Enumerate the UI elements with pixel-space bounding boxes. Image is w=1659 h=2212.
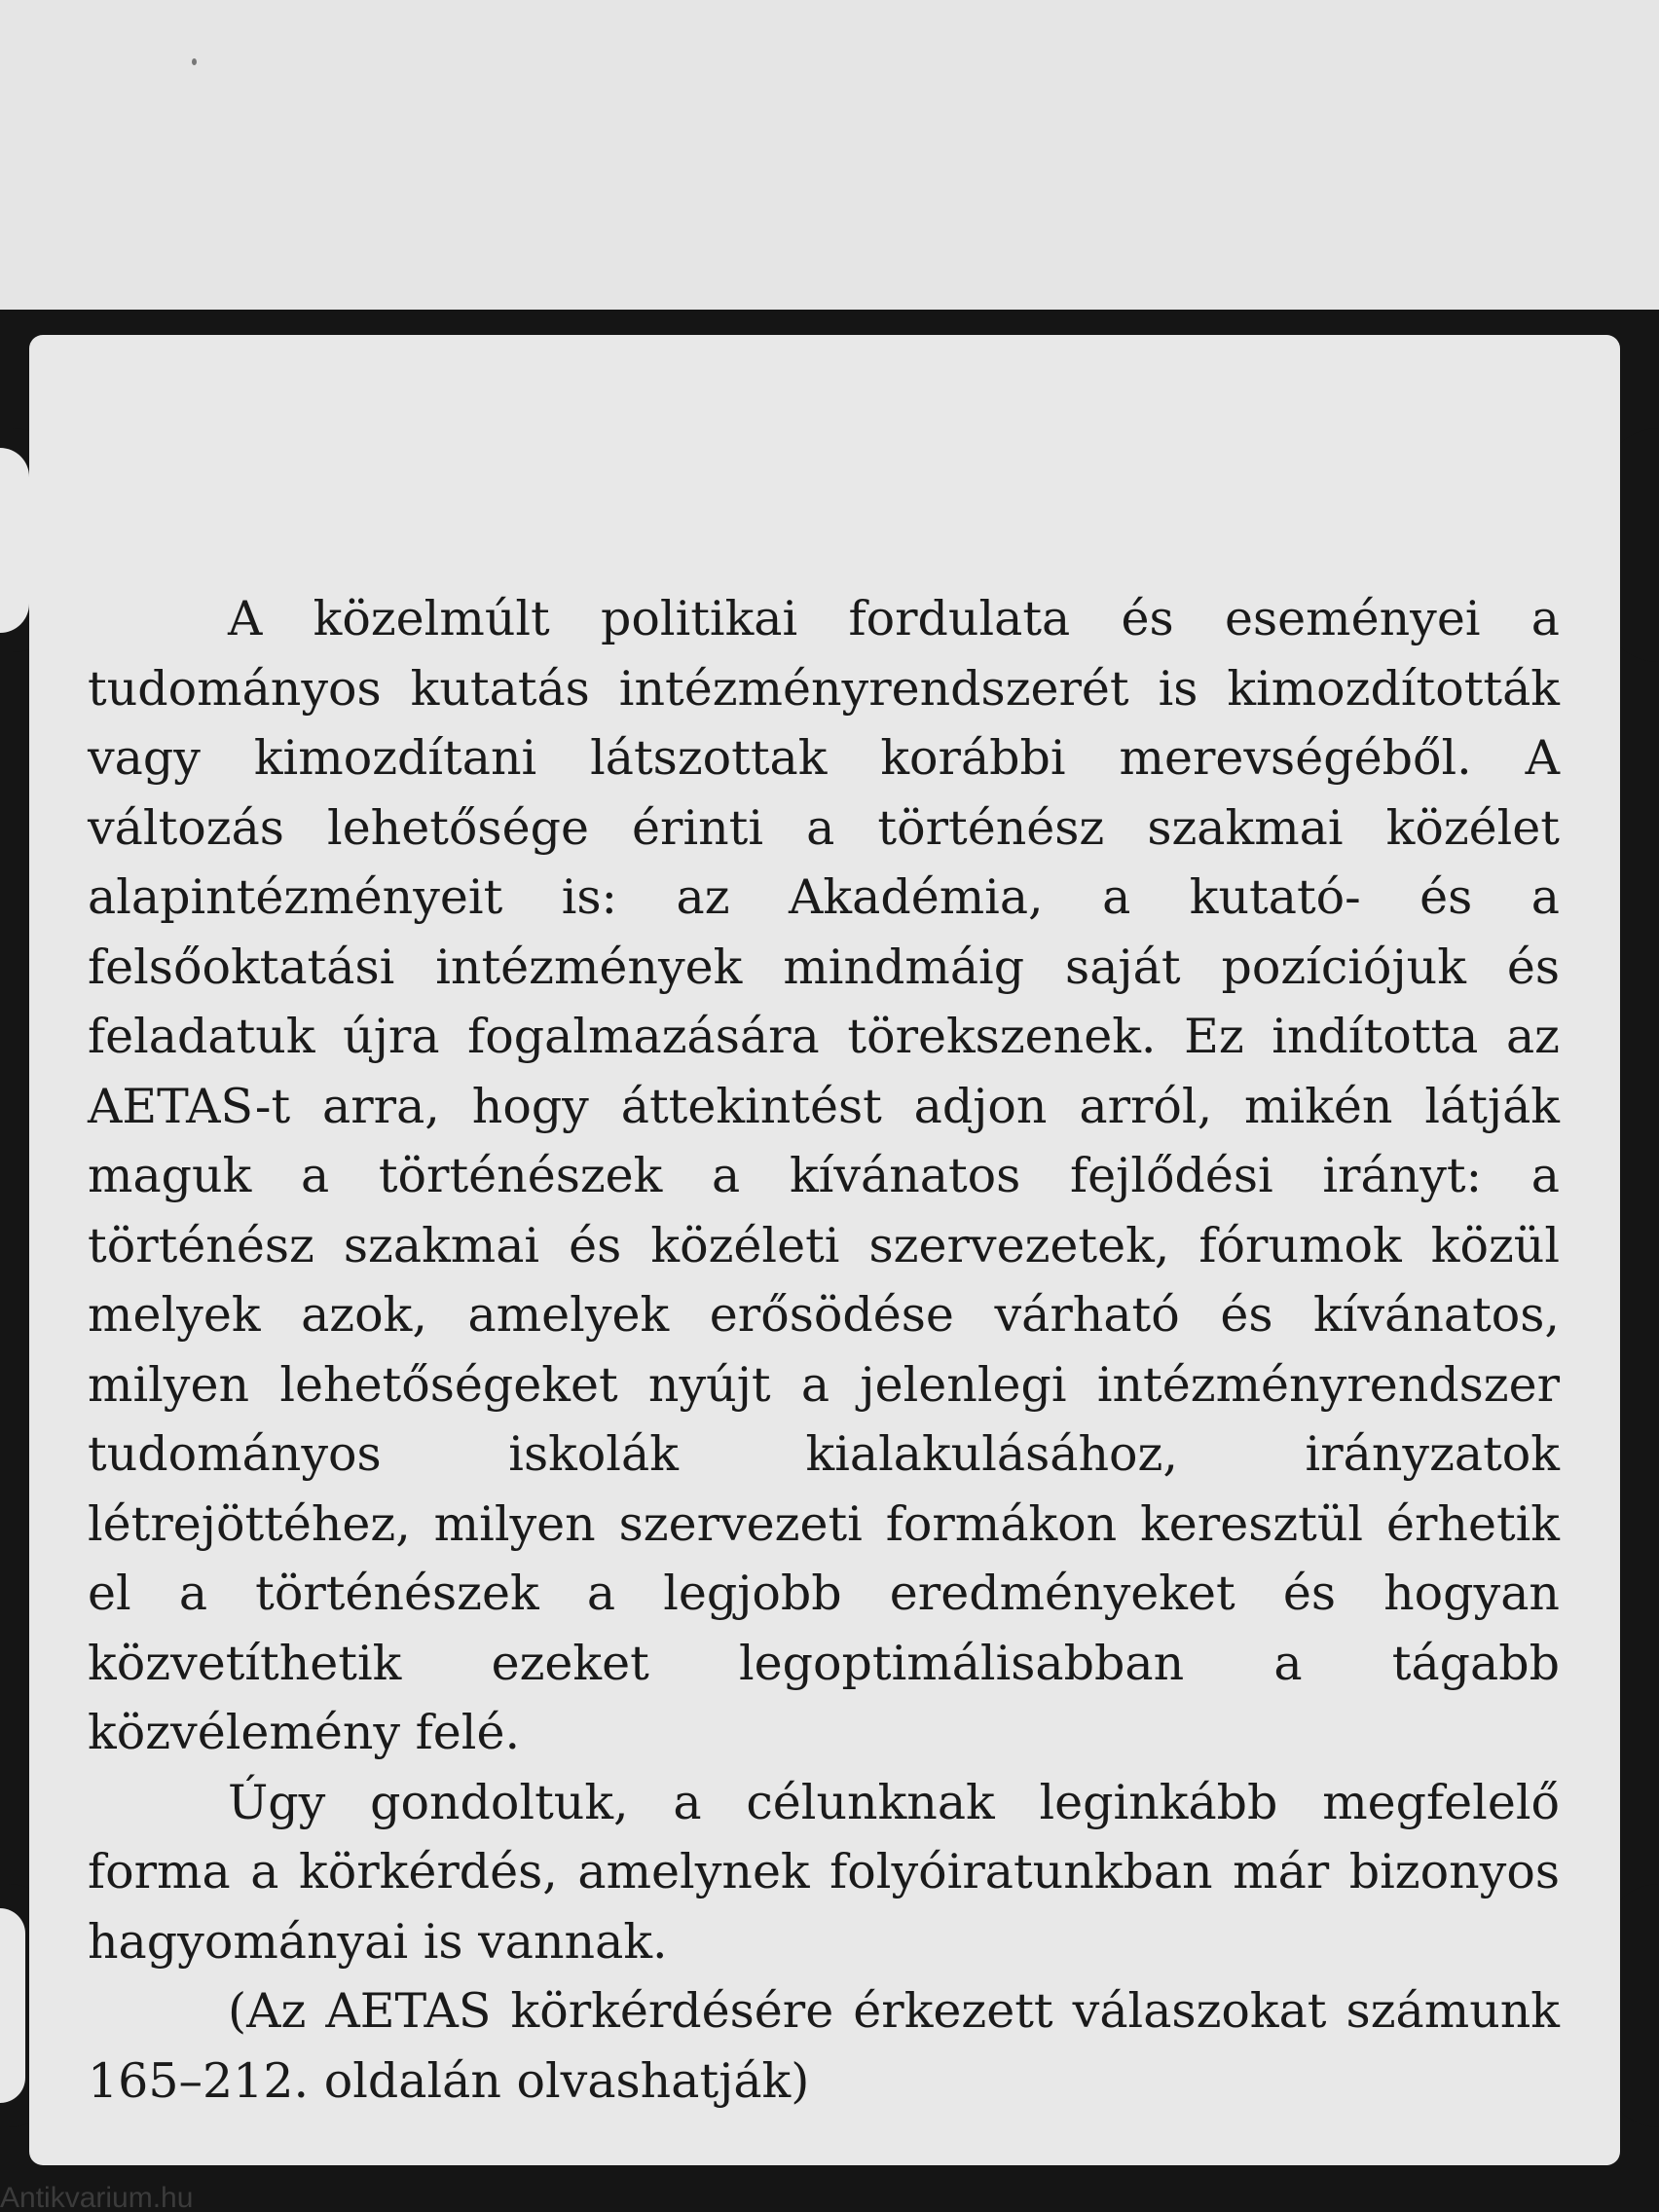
paragraph-reference: (Az AETAS körkérdésére érkezett válaszokat számunk 165–212. oldalán olvashatják) bbox=[88, 1983, 1560, 2109]
body-text bbox=[88, 584, 1560, 2116]
paragraph-method: Úgy gondoltuk, a célunknak leginkább megfelelő forma a körkérdés, amelynek folyóiratunkban már bizonyos hagyományai is vannak. bbox=[88, 1774, 1560, 1970]
watermark-text: Antikvarium.hu bbox=[0, 2184, 194, 2212]
paragraph-intro: A közelmúlt politikai fordulata és eseményei a tudományos kutatás intézményrendszerét is kimozdították vagy kimozdítani látszottak korábbi merevségéből. A változás lehetősége érinti a történész szakmai közélet alapintézményeit is: az Akadémia, a kutató- és a felsőoktatási intézmények mindmáig saját pozíciójuk és feladatuk újra fogalmazására törekszenek. Ez indította az AETAS-t arra, hogy áttekintést adjon arról, mikén látják maguk a történészek a kívánatos fejlődési irányt: a történész szakmai és közéleti szervezetek, fórumok közül melyek azok, amelyek erősödése várható és kívánatos, milyen lehetőségeket nyújt a jelenlegi intézményrendszer tudományos iskolák kialakulásához, irányzatok létrejöttéhez, milyen szervezeti formákon keresztül érhetik el a történészek a legjobb eredményeket és hogyan közvetíthetik ezeket legoptimálisabban a tágabb közvélemény felé. bbox=[88, 591, 1560, 1760]
frame-curl-left-top-inner bbox=[0, 448, 29, 633]
frame-curl-left-bottom-inner bbox=[0, 1908, 25, 2103]
paper-speck bbox=[192, 58, 197, 65]
